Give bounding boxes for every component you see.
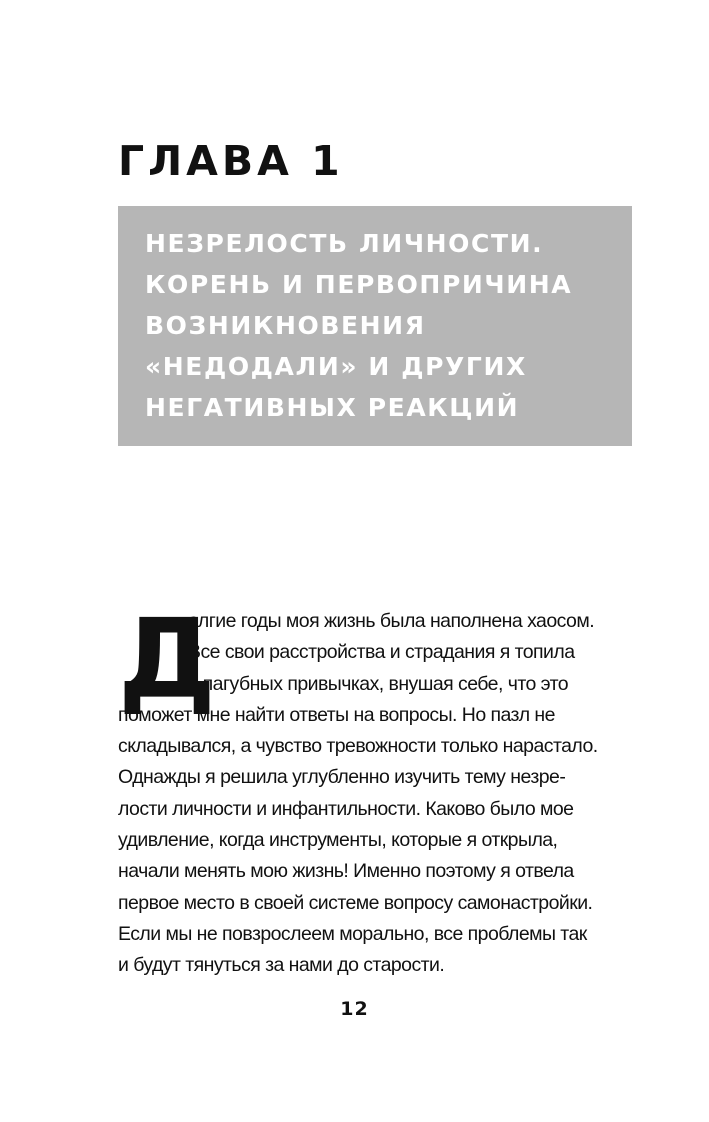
chapter-title-box — [118, 206, 632, 446]
body-line: в пагубных привычках, внушая себе, что это — [188, 672, 569, 695]
chapter-title-line: НЕГАТИВНЫХ РЕАКЦИЙ — [145, 393, 520, 422]
body-line: Все свои расстройства и страдания я топила — [188, 641, 575, 664]
body-line: и будут тянуться за нами до старости. — [118, 954, 445, 977]
body-line: складывался, а чувство тревожности только нарастало. — [118, 735, 598, 758]
body-line: олгие годы моя жизнь была наполнена хаосом. — [188, 610, 595, 632]
chapter-title-line: КОРЕНЬ И ПЕРВОПРИЧИНА — [145, 270, 573, 299]
page-number: 12 — [340, 998, 369, 1020]
body-line: лости личности и инфантильности. Каково было мое — [118, 797, 574, 820]
chapter-title-line: НЕЗРЕЛОСТЬ ЛИЧНОСТИ. — [145, 229, 544, 258]
body-line: удивление, когда инструменты, которые я открыла, — [118, 829, 558, 852]
chapter-title-line: «НЕДОДАЛИ» И ДРУГИХ — [145, 352, 527, 381]
body-line: начали менять мою жизнь! Именно поэтому я отвела — [118, 860, 574, 883]
chapter-heading: ГЛАВА 1 — [118, 137, 344, 185]
body-line: первое место в своей системе вопросу самонастройки. — [118, 891, 593, 914]
body-line: Однажды я решила углубленно изучить тему незре- — [118, 766, 566, 789]
body-line: Если мы не повзрослеем морально, все проблемы так — [118, 922, 587, 945]
drop-cap-letter: Д — [118, 595, 216, 723]
body-paragraph — [118, 595, 634, 982]
chapter-title-line: ВОЗНИКНОВЕНИЯ — [145, 311, 426, 340]
body-line: поможет мне найти ответы на вопросы. Но пазл не — [118, 703, 555, 726]
